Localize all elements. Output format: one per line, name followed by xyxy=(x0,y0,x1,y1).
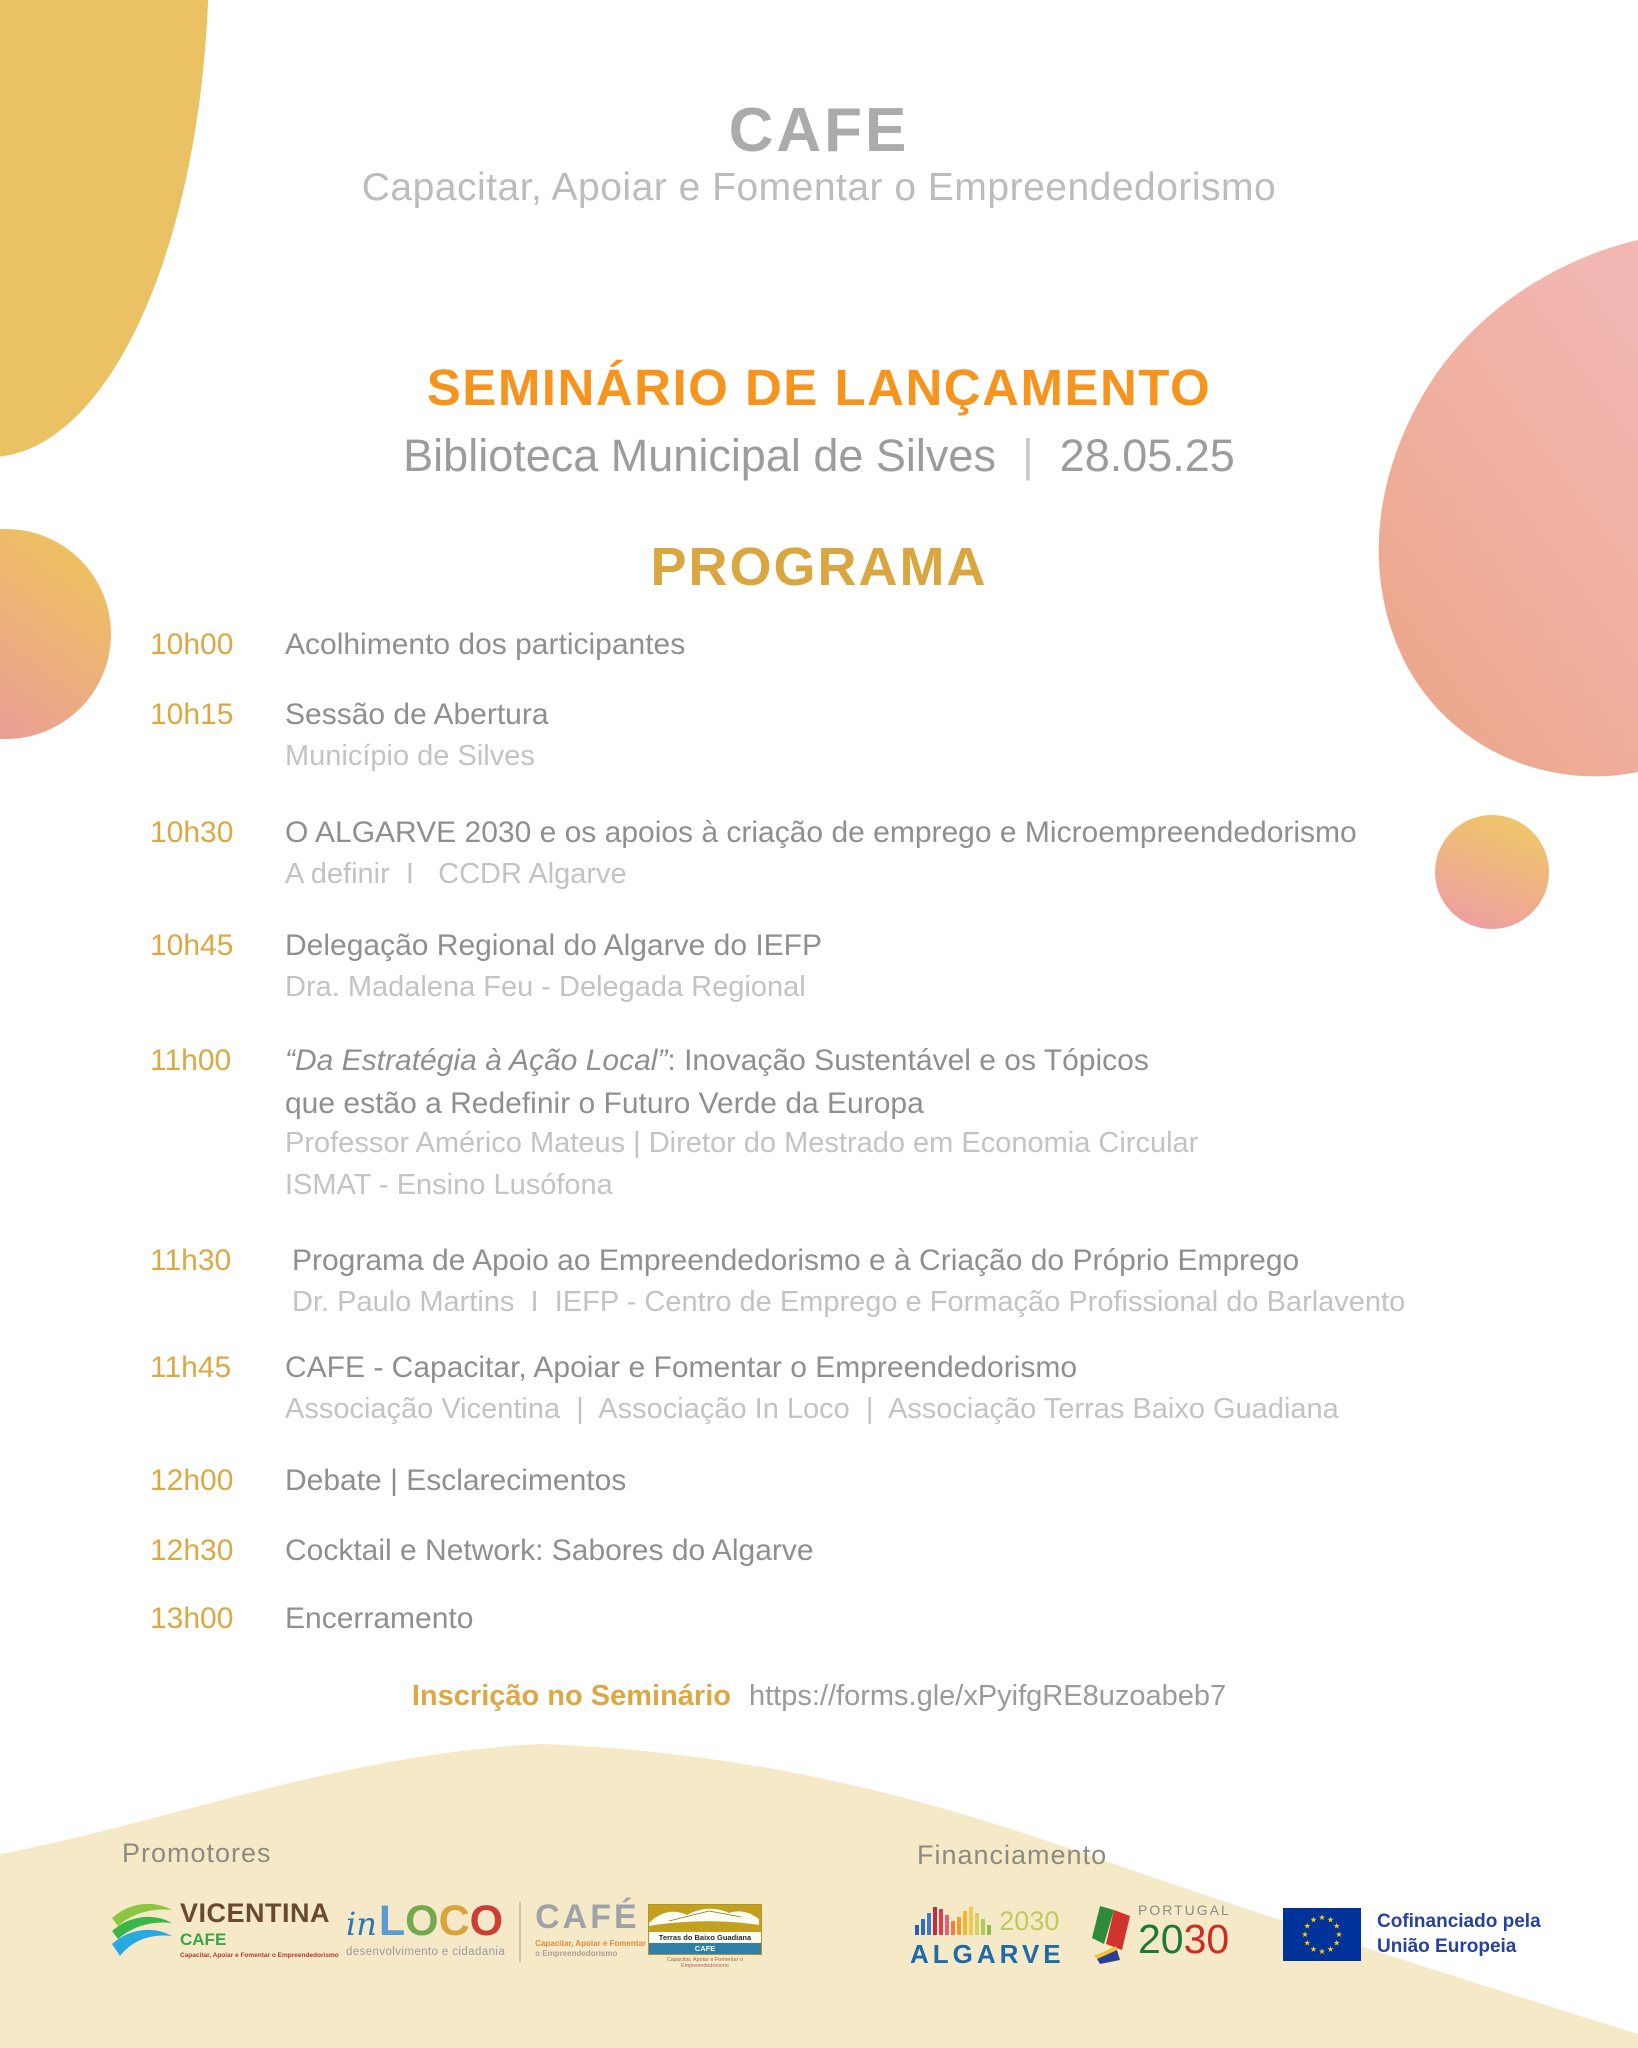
promoters-label: Promotores xyxy=(122,1838,272,1868)
schedule-title: Programa de Apoio ao Empreendedorismo e à Criação do Próprio Emprego xyxy=(292,1244,1300,1277)
inloco-script-in: in xyxy=(346,1905,377,1943)
inloco-letter: C xyxy=(438,1897,470,1945)
terras-cafe: CAFE xyxy=(649,1943,761,1954)
inloco-letter: O xyxy=(405,1897,439,1945)
inloco-subtitle: desenvolvimento e cidadania xyxy=(346,1946,506,1958)
vicentina-cafe: CAFE xyxy=(180,1930,227,1949)
algarve-year: 2030 xyxy=(999,1906,1060,1936)
portugal-label: PORTUGAL xyxy=(1138,1902,1231,1918)
inloco-letter: L xyxy=(378,1897,406,1945)
seminar-title: SEMINÁRIO DE LANÇAMENTO xyxy=(426,359,1212,416)
inloco-letter: O xyxy=(469,1897,504,1945)
vicentina-swoosh-icon xyxy=(110,1898,174,1960)
schedule-detail: A definir I CCDR Algarve xyxy=(285,858,627,890)
inscription-url: https://forms.gle/xPyifgRE8uzoabeb7 xyxy=(748,1680,1227,1712)
inloco-wordmark xyxy=(346,1897,505,1945)
portugal-year xyxy=(1138,1916,1231,1962)
schedule-time: 10h15 xyxy=(150,698,234,731)
event-date: 28.05.25 xyxy=(1059,430,1235,481)
terras-name: Terras do Baixo Guadiana xyxy=(649,1932,761,1943)
schedule-detail: Dra. Madalena Feu - Delegada Regional xyxy=(285,971,806,1003)
schedule-detail: Dr. Paulo Martins I IEFP - Centro de Emprego e Formação Profissional do Barlavento xyxy=(292,1286,1406,1318)
schedule-detail: ISMAT - Ensino Lusófona xyxy=(285,1169,613,1201)
portugal-year-30: 30 xyxy=(1183,1916,1230,1962)
talk-title-rest: : Inovação Sustentável e os Tópicos xyxy=(667,1044,1149,1077)
schedule-detail: Professor Américo Mateus | Diretor do Mestrado em Economia Circular xyxy=(285,1127,1199,1159)
inloco-cafe-tagline-2: o Empreendedorismo xyxy=(535,1949,618,1958)
eu-cofinancing-text xyxy=(1377,1910,1541,1959)
page-subtitle: Capacitar, Apoiar e Fomentar o Empreendedorismo xyxy=(361,166,1277,209)
portugal-year-20: 20 xyxy=(1138,1916,1184,1962)
schedule-title: Cocktail e Network: Sabores do Algarve xyxy=(285,1534,814,1567)
inloco-cafe-wordmark: CAFÉ xyxy=(535,1898,640,1936)
inloco-cafe-tagline-1: Capacitar, Apoiar e Fomentar xyxy=(535,1939,646,1948)
program-heading: PROGRAMA xyxy=(650,537,988,597)
schedule-title: Debate | Esclarecimentos xyxy=(285,1464,627,1497)
vicentina-tagline: Capacitar, Apoiar e Fomentar o Empreendedorismo xyxy=(180,1952,339,1959)
schedule-title: Sessão de Abertura xyxy=(285,698,549,731)
inloco-cafe-logo xyxy=(346,1897,646,1962)
schedule-title: Encerramento xyxy=(285,1602,474,1635)
algarve-name: ALGARVE xyxy=(910,1939,1065,1969)
inscription-label: Inscrição no Seminário xyxy=(411,1680,731,1712)
schedule-title: Delegação Regional do Algarve do IEFP xyxy=(285,929,823,962)
logo-divider xyxy=(519,1902,521,1962)
terras-baixo-guadiana-logo xyxy=(648,1904,762,1969)
eu-text-line2: União Europeia xyxy=(1377,1935,1517,1957)
funding-label: Financiamento xyxy=(917,1840,1108,1870)
schedule-time: 12h00 xyxy=(150,1464,234,1497)
schedule-time: 12h30 xyxy=(150,1534,234,1567)
schedule-time: 10h30 xyxy=(150,816,234,849)
venue-date-line xyxy=(0,430,1638,482)
schedule-title-line2: que estão a Redefinir o Futuro Verde da Europa xyxy=(285,1087,924,1120)
schedule-time: 11h45 xyxy=(150,1351,232,1384)
page-title: CAFE xyxy=(728,96,910,165)
algarve-2030-logo xyxy=(910,1903,1065,1970)
eu-flag-icon xyxy=(1283,1908,1361,1961)
eu-text-line1: Cofinanciado pela xyxy=(1377,1910,1541,1932)
terras-tagline: Capacitar, Apoiar e Fomentar o Empreendedorismo xyxy=(666,1957,744,1969)
schedule-time: 13h00 xyxy=(150,1602,234,1635)
schedule-title xyxy=(285,1044,1149,1079)
schedule-time: 11h30 xyxy=(150,1244,232,1277)
vicentina-name: VICENTINA xyxy=(180,1898,331,1928)
schedule-detail: Associação Vicentina | Associação In Loco | Associação Terras Baixo Guadiana xyxy=(285,1393,1339,1425)
venue-separator: | xyxy=(1021,430,1034,481)
schedule-title: Acolhimento dos participantes xyxy=(285,628,686,661)
schedule-time: 10h00 xyxy=(150,628,234,661)
talk-title-italic: “Da Estratégia à Ação Local” xyxy=(285,1044,668,1077)
algarve-bars-icon xyxy=(915,1903,993,1935)
inscription-line xyxy=(0,1680,1638,1713)
terras-hills-icon xyxy=(649,1905,759,1927)
schedule-detail: Município de Silves xyxy=(285,740,535,772)
schedule-title: CAFE - Capacitar, Apoiar e Fomentar o Empreendedorismo xyxy=(285,1351,1078,1384)
eu-cofinancing-logo xyxy=(1283,1908,1541,1961)
vicentina-logo xyxy=(110,1898,339,1960)
schedule-time: 10h45 xyxy=(150,929,234,962)
portugal-2030-logo xyxy=(1090,1902,1231,1966)
schedule-time: 11h00 xyxy=(150,1044,232,1077)
portugal-mark-icon xyxy=(1090,1902,1132,1966)
venue-name: Biblioteca Municipal de Silves xyxy=(403,430,996,481)
schedule-title: O ALGARVE 2030 e os apoios à criação de emprego e Microempreendedorismo xyxy=(285,816,1357,849)
